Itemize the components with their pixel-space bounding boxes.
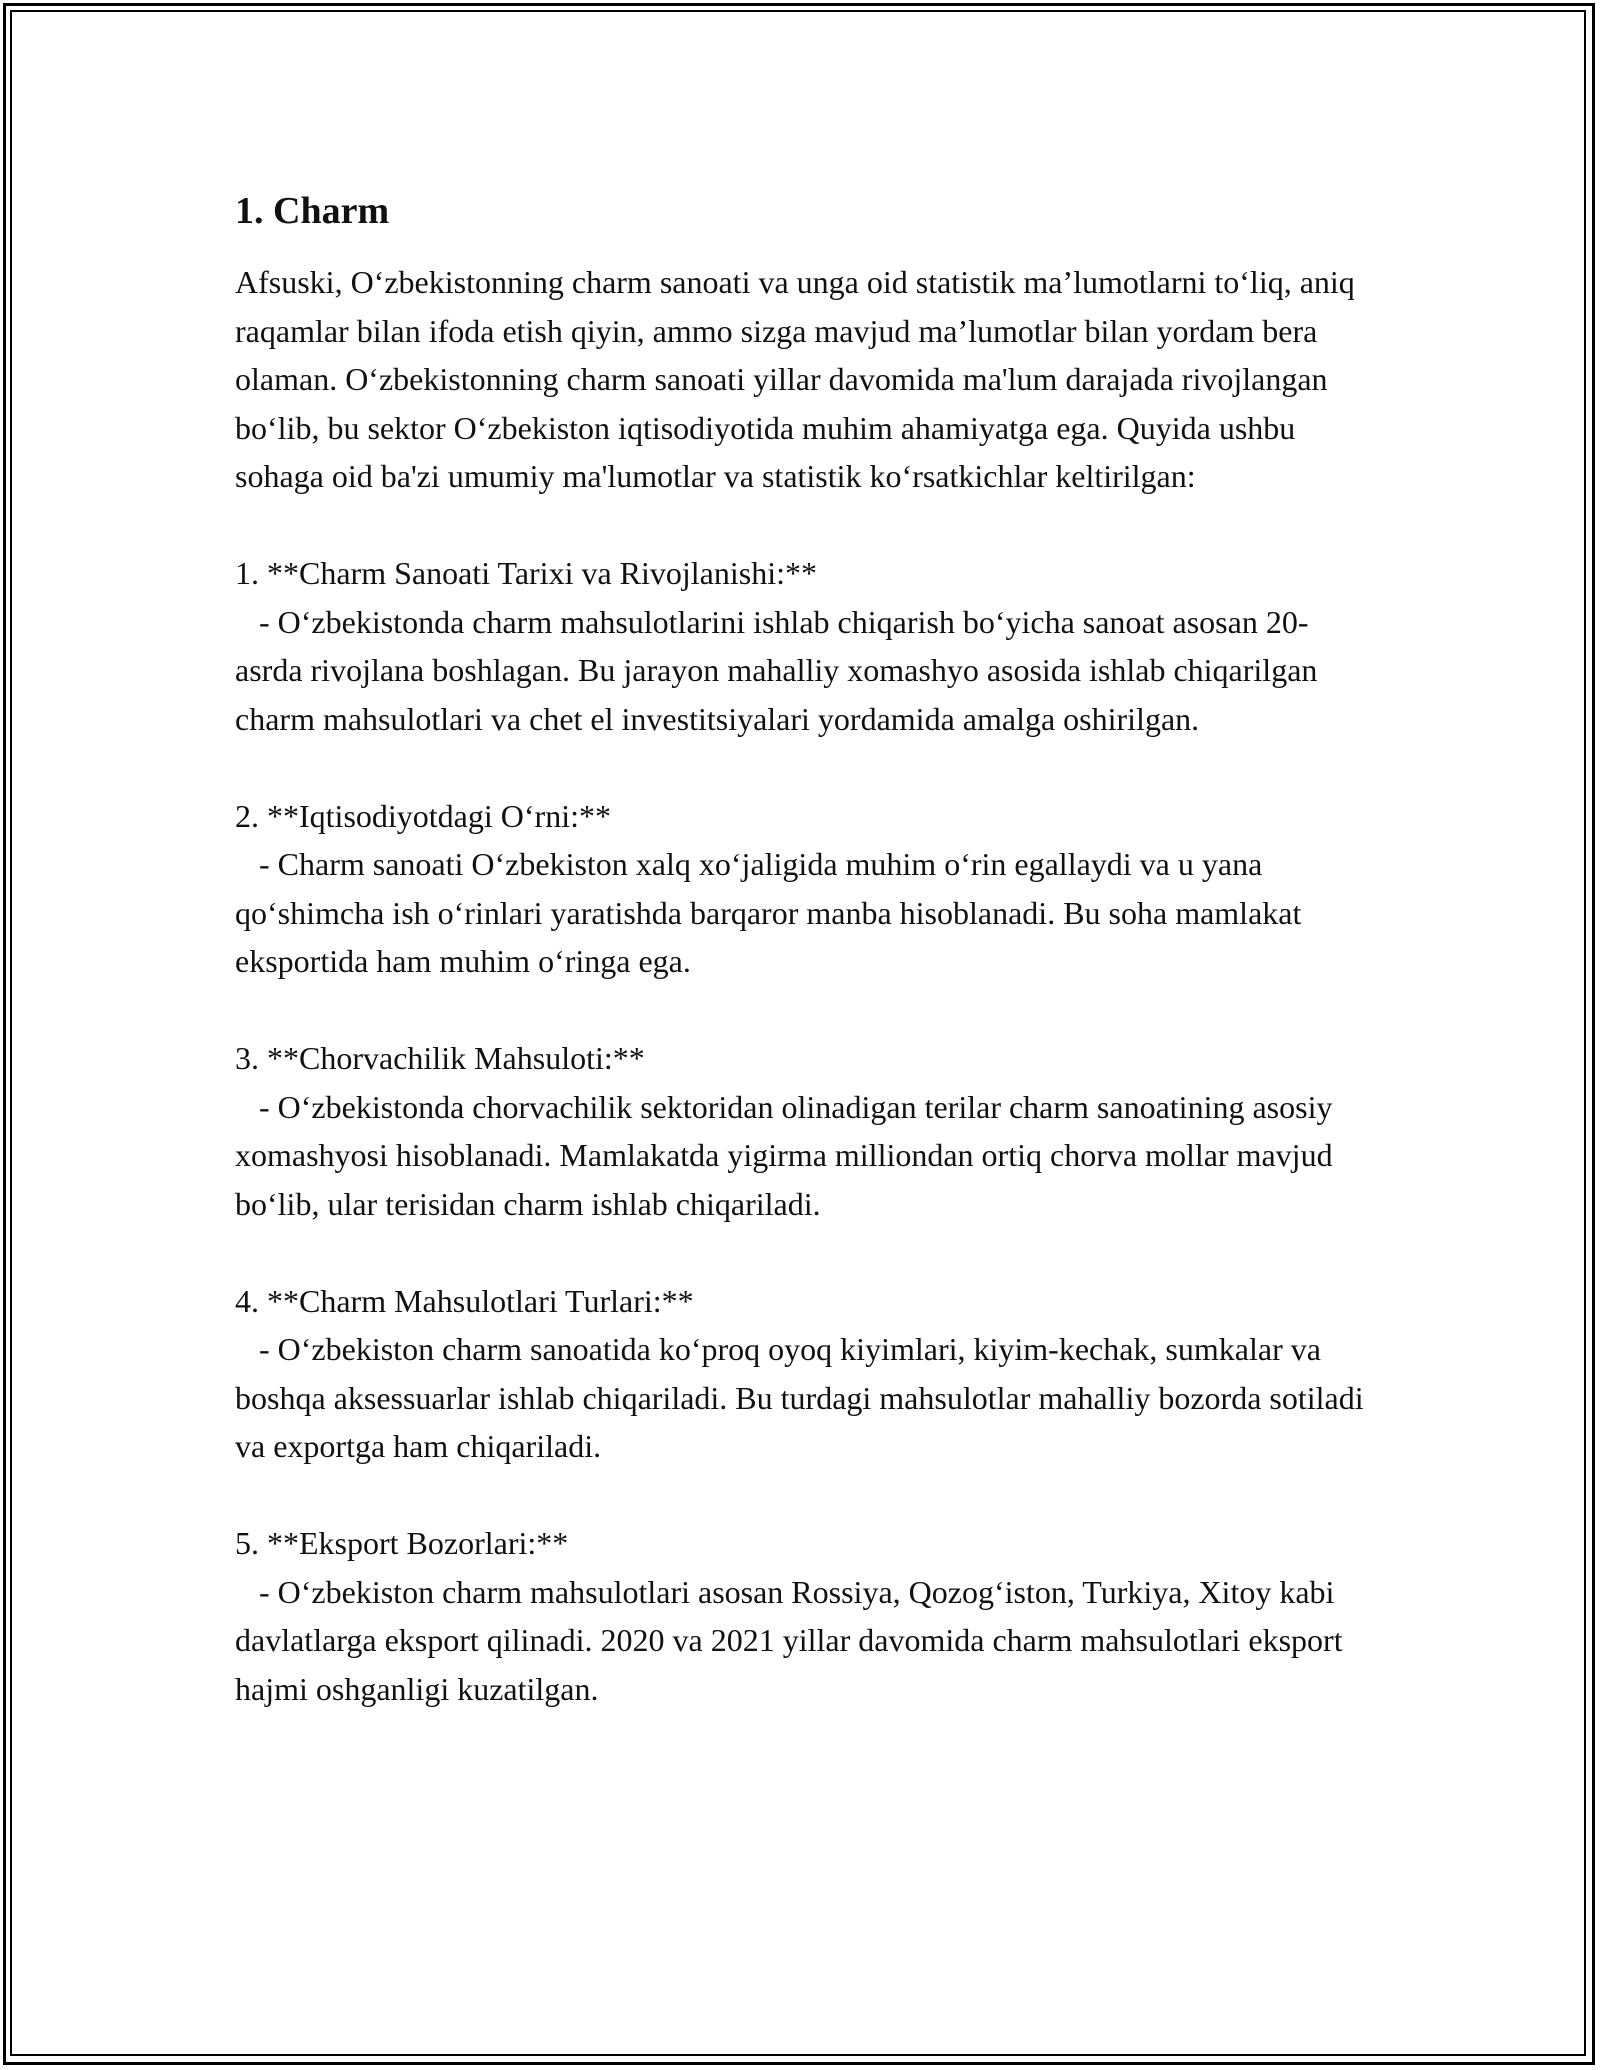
section-heading: 5. **Eksport Bozorlari:** (235, 1525, 569, 1561)
section-body: - O‘zbekiston charm sanoatida ko‘proq oyoq kiyimlari, kiyim-kechak, sumkalar va boshqa aksessuarlar ishlab chiqariladi. Bu turdagi mahsulotlar mahalliy bozorda sotiladi va exportga ham chiqariladi. (235, 1331, 1372, 1464)
intro-paragraph: Afsuski, O‘zbekistonning charm sanoati va unga oid statistik ma’lumotlarni to‘liq, aniq raqamlar bilan ifoda etish qiyin, ammo sizga mavjud ma’lumotlar bilan yordam bera olaman. O‘zbekistonning charm sanoati yillar davomida ma'lum darajada rivojlangan bo‘lib, bu sektor O‘zbekiston iqtisodiyotida muhim ahamiyatga ega. Quyida ushbu sohaga oid ba'zi umumiy ma'lumotlar va statistik ko‘rsatkichlar keltirilgan: (235, 264, 1355, 494)
section-history (235, 549, 1375, 743)
section-product-types (235, 1277, 1375, 1471)
section-export-markets (235, 1519, 1375, 1713)
section-body: - O‘zbekiston charm mahsulotlari asosan Rossiya, Qozog‘iston, Turkiya, Xitoy kabi davlatlarga eksport qilinadi. 2020 va 2021 yillar davomida charm mahsulotlari eksport hajmi oshganligi kuzatilgan. (235, 1573, 1351, 1707)
section-body: - O‘zbekistonda charm mahsulotlarini ishlab chiqarish bo‘yicha sanoat asosan 20-asrda rivojlana boshlagan. Bu jarayon mahalliy xomashyo asosida ishlab chiqarilgan charm mahsulotlari va chet el investitsiyalari yordamida amalga oshirilgan. (235, 603, 1326, 737)
section-livestock (235, 1034, 1375, 1228)
section-economy (235, 792, 1375, 986)
section-heading: 4. **Charm Mahsulotlari Turlari:** (235, 1282, 694, 1319)
section-body: - Charm sanoati O‘zbekiston xalq xo‘jaligida muhim o‘rin egallaydi va u yana qo‘shimcha ish o‘rinlari yaratishda barqaror manba hisoblanadi. Bu soha mamlakat eksportida ham muhim o‘ringa ega. (235, 846, 1310, 979)
section-heading: 3. **Chorvachilik Mahsuloti:** (235, 1040, 645, 1076)
section-heading: 1. **Charm Sanoati Tarixi va Rivojlanishi:** (235, 555, 817, 591)
document-title: 1. Charm (235, 190, 390, 232)
section-heading: 2. **Iqtisodiyotdagi O‘rni:** (235, 797, 611, 834)
section-body: - O‘zbekistonda chorvachilik sektoridan olinadigan terilar charm sanoatining asosiy xomashyosi hisoblanadi. Mamlakatda yigirma milliondan ortiq chorva mollar mavjud bo‘lib, ular terisidan charm ishlab chiqariladi. (235, 1088, 1341, 1222)
document-body (235, 186, 1375, 1713)
